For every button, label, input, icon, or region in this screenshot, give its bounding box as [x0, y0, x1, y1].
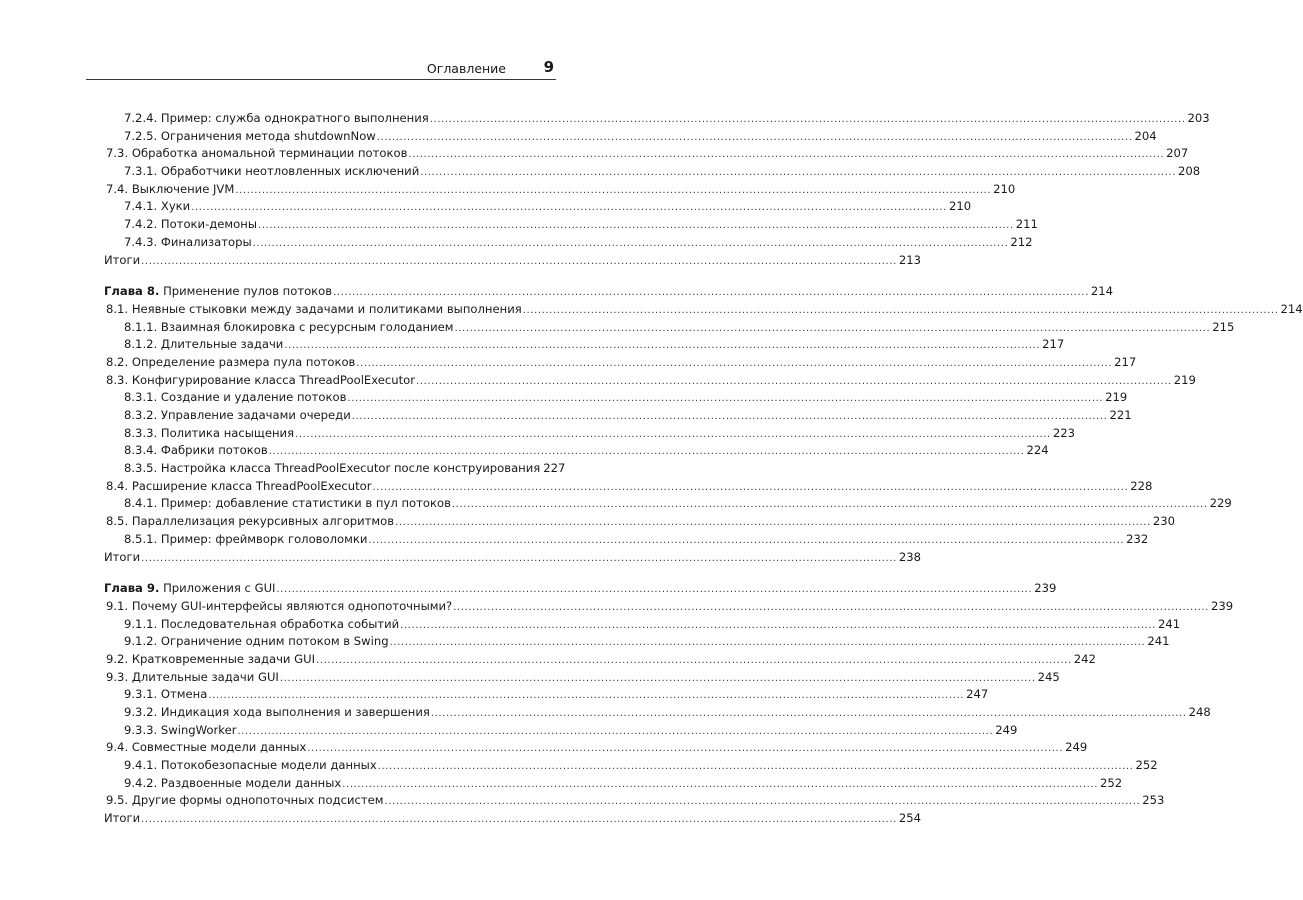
- toc-entry-number: Глава 9.: [104, 581, 160, 596]
- toc-entry[interactable]: [104, 775, 1123, 793]
- toc-entry-page: 228: [1130, 478, 1153, 493]
- toc-entry-page: 207: [1166, 146, 1189, 161]
- toc-entry-label: [104, 425, 295, 443]
- dot-leader: ........................................................................................................................................................................................................: [451, 499, 1208, 511]
- dot-leader: ........................................................................................................................................................................................................: [333, 287, 1089, 299]
- toc-entry-number: 7.4.: [106, 181, 129, 196]
- toc-entry[interactable]: [104, 234, 1033, 252]
- toc-chapter-entry[interactable]: [104, 283, 1114, 301]
- toc-entry-title: Другие формы однопоточных подсистем: [131, 793, 384, 808]
- toc-entry-number: 7.2.5.: [124, 128, 158, 143]
- toc-entry[interactable]: [104, 792, 1165, 810]
- toc-entry-label: [104, 580, 276, 598]
- dot-leader: ........................................................................................................................................................................................................: [372, 481, 1129, 493]
- toc-entry-page: 253: [1142, 793, 1165, 808]
- dot-leader: ........................................................................................................................................................................................................: [356, 357, 1113, 369]
- toc-entry-title: Ограничение одним потоком в Swing: [160, 634, 389, 649]
- toc-entry[interactable]: [104, 389, 1128, 407]
- toc-entry-page: 242: [1073, 651, 1096, 666]
- dot-leader: ........................................................................................................................................................................................................: [454, 322, 1211, 334]
- dot-leader: ........................................................................................................................................................................................................: [408, 149, 1165, 161]
- dot-leader: ........................................................................................................................................................................................................: [420, 167, 1176, 179]
- toc-entry-page: 245: [1037, 669, 1060, 684]
- toc-entry-page: 252: [1135, 758, 1158, 773]
- toc-entry-label: [104, 513, 395, 531]
- toc-entry-page: 211: [1015, 217, 1038, 232]
- dot-leader: ........................................................................................................................................................................................................: [429, 114, 1186, 125]
- toc-entry-number: 8.1.1.: [124, 319, 158, 334]
- dot-leader: ........................................................................................................................................................................................................: [284, 340, 1041, 352]
- toc-entry-number: 9.3.3.: [124, 722, 158, 737]
- toc-entry-title: Финализаторы: [160, 234, 252, 249]
- dot-leader: ........................................................................................................................................................................................................: [307, 743, 1064, 755]
- toc-entry-label: [104, 775, 342, 793]
- toc-entry-label: [104, 686, 208, 704]
- toc-entry[interactable]: [104, 549, 922, 567]
- toc-entry[interactable]: [104, 531, 1149, 549]
- dot-leader: ........................................................................................................................................................................................................: [368, 534, 1125, 546]
- toc-entry-title: Фабрики потоков: [160, 443, 268, 458]
- toc-entry-title: Потокобезопасные модели данных: [160, 758, 377, 773]
- toc-entry-page: 214: [1280, 301, 1303, 316]
- toc-entry-label: [104, 531, 368, 549]
- toc-entry-page: 254: [898, 811, 922, 826]
- toc-entry-page: 239: [1210, 598, 1234, 613]
- toc-entry-page: 210: [993, 181, 1016, 196]
- toc-entry-label: [104, 810, 141, 828]
- toc-entry-number: 9.2.: [106, 651, 129, 666]
- toc-entry[interactable]: [104, 704, 1211, 722]
- toc-entry-title: Ограничения метода shutdownNow: [160, 128, 376, 143]
- toc-entry-page: 210: [948, 199, 972, 214]
- toc-entry-title: Параллелизация рекурсивных алгоритмов: [131, 514, 395, 529]
- toc-entry-page: 239: [1034, 581, 1057, 596]
- chapter-spacer: [104, 274, 553, 283]
- toc-entry-number: 8.5.1.: [124, 531, 158, 546]
- toc-entry-page: 249: [1065, 740, 1088, 755]
- toc-entry-label: [104, 460, 541, 478]
- toc-entry-label: [104, 669, 280, 687]
- toc-entry-label: [104, 739, 307, 757]
- toc-entry[interactable]: [104, 216, 1038, 234]
- toc-entry-title: Применение пулов потоков: [163, 284, 333, 299]
- toc-entry-title: SwingWorker: [160, 722, 237, 737]
- toc-entry-title: Длительные задачи: [160, 337, 284, 352]
- toc-entry[interactable]: [104, 319, 1235, 337]
- dot-leader: ........................................................................................................................................................................................................: [141, 255, 897, 267]
- header-title: Оглавление: [426, 61, 506, 76]
- toc-entry-page: 248: [1188, 705, 1211, 719]
- toc-entry-label: [104, 442, 269, 460]
- toc-entry-label: [104, 495, 452, 513]
- toc-entry-page: 204: [1134, 128, 1157, 143]
- toc-entry-page: 213: [898, 252, 922, 267]
- toc-entry-number: 8.4.1.: [124, 496, 158, 511]
- toc-entry[interactable]: [104, 495, 1232, 513]
- toc-entry-label: [104, 478, 373, 496]
- dot-leader: ........................................................................................................................................................................................................: [268, 446, 1025, 458]
- toc-entry[interactable]: [104, 336, 1065, 354]
- toc-entry-number: 9.5.: [106, 793, 129, 808]
- toc-entry-label: [104, 283, 333, 301]
- dot-leader: ........................................................................................................................................................................................................: [279, 672, 1036, 684]
- toc-entry-number: 8.3.4.: [124, 443, 158, 458]
- toc-entry-label: [104, 792, 385, 810]
- toc-entry[interactable]: [104, 722, 1018, 740]
- toc-entry-number: 8.2.: [106, 354, 129, 369]
- toc-entry[interactable]: [104, 198, 972, 216]
- toc-entry-title: Пример: служба однократного выполнения: [160, 111, 429, 125]
- toc-entry-number: 8.3.1.: [124, 390, 158, 405]
- toc-entry-label: [104, 128, 377, 146]
- dot-leader: ........................................................................................................................................................................................................: [351, 411, 1108, 422]
- toc-entry-page: 214: [1090, 284, 1114, 299]
- toc-entry-page: 212: [1010, 234, 1033, 249]
- toc-entry-title: Определение размера пула потоков: [131, 354, 356, 369]
- toc-entry-page: 252: [1100, 775, 1123, 790]
- toc-entry-title: Отмена: [160, 687, 208, 702]
- toc-entry-number: 7.4.2.: [124, 217, 158, 232]
- dot-leader: ........................................................................................................................................................................................................: [389, 637, 1146, 649]
- toc-entry[interactable]: [104, 301, 1303, 319]
- dot-leader: ........................................................................................................................................................................................................: [141, 552, 897, 564]
- toc-entry-number: 7.4.3.: [124, 234, 158, 249]
- toc-entry-title: Политика насыщения: [160, 425, 295, 440]
- dot-leader: ........................................................................................................................................................................................................: [295, 428, 1051, 440]
- toc-chapter-entry[interactable]: [104, 580, 1057, 598]
- toc-entry-page: 227: [543, 461, 566, 476]
- toc-entry-label: [104, 616, 400, 634]
- toc-entry-label: [104, 110, 430, 128]
- toc-entry-page: 208: [1177, 164, 1201, 179]
- toc-entry-label: [104, 234, 253, 252]
- toc-entry-title: Хуки: [160, 199, 191, 214]
- toc-entry-title: Обработчики неотловленных исключений: [160, 164, 420, 179]
- toc-entry-title: Потоки-демоны: [160, 217, 257, 232]
- toc-entry-label: [104, 549, 141, 567]
- toc-entry-page: 219: [1173, 372, 1196, 387]
- dot-leader: ........................................................................................................................................................................................................: [316, 654, 1072, 666]
- toc-entry-label: [104, 319, 454, 337]
- toc-entry-title: Совместные модели данных: [131, 740, 307, 755]
- toc-entry-page: 215: [1212, 319, 1235, 334]
- toc-entry-page: 217: [1114, 354, 1137, 369]
- toc-entry[interactable]: [104, 686, 989, 704]
- toc-entry-page: 229: [1209, 496, 1232, 511]
- toc-entry-label: [104, 372, 416, 390]
- toc-entry-label: [104, 216, 258, 234]
- toc-entry[interactable]: [104, 128, 1157, 146]
- dot-leader: ........................................................................................................................................................................................................: [430, 708, 1187, 719]
- toc-entry-page: 238: [898, 549, 922, 564]
- toc-entry-label: [104, 598, 453, 616]
- toc-entry-page: 247: [966, 687, 989, 702]
- toc-entry[interactable]: [104, 513, 1176, 531]
- toc-entry-label: [104, 198, 191, 216]
- toc-entry[interactable]: [104, 110, 1210, 128]
- toc-entry-number: 9.4.: [106, 740, 129, 755]
- toc-entry-label: [104, 389, 347, 407]
- toc-entry-title: Пример: добавление статистики в пул потоков: [160, 496, 451, 511]
- chapter-spacer: [104, 571, 553, 580]
- toc-entry-title: Конфигурирование класса ThreadPoolExecutor: [131, 372, 416, 387]
- toc-entry-label: [104, 704, 431, 722]
- table-of-contents: [104, 110, 1303, 833]
- toc-entry-label: [104, 252, 141, 270]
- toc-entry-title: Последовательная обработка событий: [160, 616, 400, 631]
- toc-entry-label: [104, 336, 284, 354]
- dot-leader: ........................................................................................................................................................................................................: [400, 619, 1156, 631]
- toc-entry-number: 8.4.: [106, 478, 129, 493]
- toc-entry[interactable]: [104, 354, 1137, 372]
- toc-entry[interactable]: [104, 425, 1075, 443]
- toc-entry-label: [104, 354, 356, 372]
- toc-entry[interactable]: [104, 372, 1196, 390]
- dot-leader: ........................................................................................................................................................................................................: [347, 393, 1104, 405]
- toc-entry-label: [104, 145, 408, 163]
- toc-entry[interactable]: [104, 407, 1132, 425]
- toc-entry-number: 8.1.: [106, 301, 129, 316]
- toc-entry-page: 241: [1157, 616, 1181, 631]
- toc-entry-page: 203: [1187, 111, 1210, 125]
- toc-entry-number: 9.4.1.: [124, 758, 158, 773]
- toc-entry-title: Выключение JVM: [131, 181, 235, 196]
- toc-entry-title: Почему GUI-интерфейсы являются однопоточными?: [131, 598, 453, 613]
- toc-entry-page: 232: [1126, 531, 1149, 546]
- toc-entry[interactable]: [104, 163, 1201, 181]
- dot-leader: ........................................................................................................................................................................................................: [257, 220, 1014, 232]
- toc-entry[interactable]: [104, 598, 1234, 616]
- dot-leader: ........................................................................................................................................................................................................: [416, 375, 1172, 387]
- toc-entry-page: 230: [1152, 514, 1176, 529]
- toc-entry-number: 9.1.1.: [124, 616, 158, 631]
- toc-entry[interactable]: [104, 252, 922, 270]
- toc-entry-label: [104, 757, 378, 775]
- header-page-number: 9: [543, 58, 554, 76]
- toc-entry-title: Итоги: [104, 549, 141, 564]
- dot-leader: ........................................................................................................................................................................................................: [395, 517, 1151, 529]
- toc-entry[interactable]: [104, 757, 1158, 775]
- dot-leader: ........................................................................................................................................................................................................: [141, 814, 897, 826]
- toc-entry-title: Управление задачами очереди: [160, 408, 351, 422]
- toc-entry-title: Приложения с GUI: [163, 581, 276, 596]
- toc-entry-label: [104, 722, 238, 740]
- toc-entry[interactable]: [104, 460, 566, 478]
- toc-entry-number: 9.4.2.: [124, 775, 158, 790]
- toc-entry[interactable]: [104, 651, 1096, 669]
- toc-entry[interactable]: [104, 739, 1088, 757]
- toc-entry-title: Кратковременные задачи GUI: [131, 651, 316, 666]
- toc-entry-number: 8.3.3.: [124, 425, 158, 440]
- toc-entry-title: Индикация хода выполнения и завершения: [160, 705, 430, 719]
- toc-entry-number: 7.3.1.: [124, 164, 158, 179]
- running-header: [86, 58, 556, 80]
- toc-entry-number: Глава 8.: [104, 284, 160, 299]
- toc-entry[interactable]: [104, 181, 1016, 199]
- toc-entry-number: 7.4.1.: [124, 199, 158, 214]
- dot-leader: ........................................................................................................................................................................................................: [522, 304, 1279, 316]
- toc-entry-label: [104, 163, 420, 181]
- toc-entry-page: 223: [1052, 425, 1075, 440]
- toc-entry-page: 219: [1105, 390, 1128, 405]
- toc-entry-page: 221: [1109, 408, 1132, 422]
- toc-entry-number: 8.1.2.: [124, 337, 158, 352]
- toc-entry-title: Расширение класса ThreadPoolExecutor: [131, 478, 372, 493]
- toc-entry-title: Итоги: [104, 252, 141, 267]
- toc-entry-label: [104, 633, 390, 651]
- toc-entry[interactable]: [104, 810, 922, 828]
- header-rule: [86, 79, 556, 80]
- toc-entry-page: 241: [1147, 634, 1170, 649]
- toc-entry-title: Итоги: [104, 811, 141, 826]
- toc-entry-number: 9.3.1.: [124, 687, 158, 702]
- toc-entry-title: Настройка класса ThreadPoolExecutor после конструирования: [160, 461, 541, 476]
- toc-entry-number: 8.5.: [106, 514, 129, 529]
- toc-entry-title: Взаимная блокировка с ресурсным голоданием: [160, 319, 454, 334]
- toc-entry-number: 8.3.: [106, 372, 129, 387]
- dot-leader: ........................................................................................................................................................................................................: [235, 184, 992, 196]
- toc-entry-title: Пример: фреймворк головоломки: [160, 531, 368, 546]
- dot-leader: ........................................................................................................................................................................................................: [376, 131, 1133, 143]
- dot-leader: ........................................................................................................................................................................................................: [453, 601, 1209, 613]
- dot-leader: ........................................................................................................................................................................................................: [237, 725, 994, 737]
- toc-entry-label: [104, 301, 523, 319]
- toc-entry-label: [104, 181, 235, 199]
- dot-leader: ........................................................................................................................................................................................................: [208, 690, 965, 702]
- toc-entry-page: 217: [1042, 337, 1065, 352]
- toc-entry[interactable]: [104, 616, 1181, 634]
- toc-entry-page: 224: [1026, 443, 1049, 458]
- toc-entry-title: Раздвоенные модели данных: [160, 775, 342, 790]
- toc-entry-page: 249: [995, 722, 1018, 737]
- dot-leader: ........................................................................................................................................................................................................: [377, 761, 1134, 773]
- toc-entry-title: Неявные стыковки между задачами и политиками выполнения: [131, 301, 522, 316]
- toc-entry-title: Длительные задачи GUI: [131, 669, 279, 684]
- toc-entry-number: 9.3.2.: [124, 705, 158, 719]
- toc-entry-number: 9.1.: [106, 598, 129, 613]
- toc-entry-number: 8.3.2.: [124, 408, 158, 422]
- toc-entry[interactable]: [104, 633, 1170, 651]
- toc-entry-number: 9.1.2.: [124, 634, 158, 649]
- toc-entry-number: 8.3.5.: [124, 461, 158, 476]
- toc-entry[interactable]: [104, 669, 1060, 687]
- toc-entry-number: 7.3.: [106, 146, 129, 161]
- toc-entry[interactable]: [104, 478, 1153, 496]
- dot-leader: ........................................................................................................................................................................................................: [384, 796, 1141, 808]
- dot-leader: ........................................................................................................................................................................................................: [191, 202, 947, 214]
- toc-entry-label: [104, 651, 316, 669]
- toc-entry-label: [104, 407, 352, 425]
- toc-entry-number: 7.2.4.: [124, 111, 158, 125]
- toc-entry-title: Обработка аномальной терминации потоков: [131, 146, 408, 161]
- toc-entry-number: 9.3.: [106, 669, 129, 684]
- dot-leader: ........................................................................................................................................................................................................: [342, 778, 1099, 790]
- toc-entry[interactable]: [104, 145, 1189, 163]
- dot-leader: ........................................................................................................................................................................................................: [276, 584, 1033, 596]
- dot-leader: ........................................................................................................................................................................................................: [252, 237, 1009, 249]
- toc-entry-title: Создание и удаление потоков: [160, 390, 347, 405]
- toc-entry[interactable]: [104, 442, 1049, 460]
